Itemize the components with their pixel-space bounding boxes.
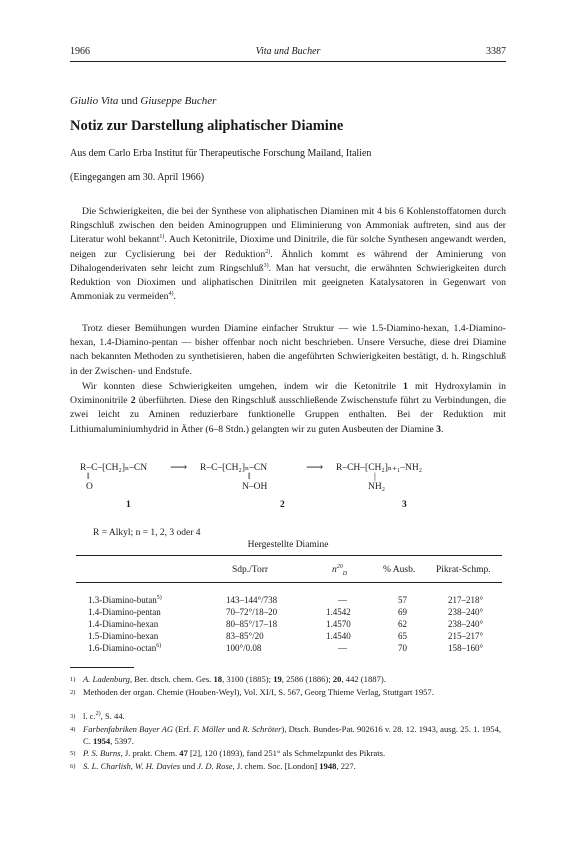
- footnote-fragment: Methoden der organ. Chemie (Houben-Weyl), Vol. XI/I, S. 567, Georg Thieme Verlag, Stuttgart 1957.: [83, 687, 434, 697]
- cell-pikrat: 217–218°: [448, 595, 484, 605]
- article-title: Notiz zur Darstellung aliphatischer Diamine: [70, 118, 344, 134]
- footnote-rule: [70, 667, 134, 668]
- p1-text-d: . Man hat versucht, die erwähnten Schwierigkeiten durch Reduktion von Dioximen und aliphatischen Dinitrilen mit geeigneten Katalysatoren in Gegenwart von Ammoniak zu vermeiden: [70, 262, 506, 303]
- table-row: [0, 619, 576, 631]
- cell-pikrat: 238–240°: [448, 619, 484, 629]
- footnote-fragment: S. L. Charlish, W. H. Davies: [83, 761, 181, 771]
- paragraph-3: [70, 380, 506, 437]
- compound-ref-2: 2: [130, 395, 136, 407]
- footnote-fragment: , 5397.: [110, 735, 134, 746]
- compound-ref-1: 1: [403, 381, 408, 392]
- nd-symbol: n: [332, 565, 337, 575]
- reaction-arrow-2: ⟶: [306, 460, 324, 474]
- ref-2: 2): [265, 248, 271, 255]
- table-row: [0, 595, 576, 607]
- footnote-text: [83, 724, 506, 747]
- footnote-fragment: [2], 120 (1893), fand 251° als Schmelzpunkt des Pikrats.: [187, 748, 386, 758]
- footnote: [70, 724, 506, 747]
- footnote-text: [83, 687, 506, 699]
- table-caption: Hergestellte Diamine: [247, 540, 329, 550]
- table-row: [0, 631, 576, 643]
- table-row: [0, 643, 576, 655]
- footnote: [70, 711, 506, 723]
- footnote: [70, 748, 506, 760]
- footnote-fragment: Farbenfabriken Bayer AG: [83, 724, 174, 734]
- col-header-yield: % Ausb.: [383, 565, 416, 575]
- compound-number-3: 3: [402, 500, 407, 510]
- header-rule: [70, 61, 506, 62]
- compound-3-formula: R–CH–[CH₂]ₙ₊₁–NH₂: [336, 463, 423, 473]
- p1-text-b: . Auch Ketonitrile, Dioxime und Dinitrile, die für solche Synthesen angewandt werden, neigen zur Cyclisierung bei der Reduktion: [70, 234, 506, 260]
- cell-yield: 65: [398, 631, 407, 641]
- reaction-arrow-1: ⟶: [170, 460, 188, 474]
- footnote-fragment: ), Dtsch. Bundes-Pat. 902616 v. 28. 12. 1943, ausg. 25. 1. 1954, C.: [83, 724, 502, 746]
- nd-line: D: [342, 570, 348, 577]
- p1-text-e: .: [173, 291, 176, 303]
- footnote-fragment: , 227.: [336, 761, 356, 771]
- footnote-fragment: , J. prakt. Chem.: [120, 748, 180, 758]
- p1-text-c: . Ähnlich kommt es während der Aminierung von Dihalogenderivaten sehr leicht zum Ringschluß: [70, 248, 506, 274]
- paragraph-1: [70, 205, 506, 304]
- footnote-number: 3): [70, 713, 76, 720]
- cell-nd: 1.4570: [326, 619, 351, 629]
- cell-compound: 1.6-Diamino-octan$^{6)}$: [88, 643, 162, 653]
- cell-yield: 70: [398, 643, 407, 653]
- cell-ref: 5): [156, 595, 162, 601]
- compound-number-1: 1: [126, 500, 131, 510]
- double-bond-1: ‖: [87, 472, 90, 482]
- table-header-rule: [76, 582, 502, 583]
- footnote-number: 4): [70, 726, 76, 733]
- p3-text-d: .: [441, 423, 444, 435]
- footnote-fragment: , S. 44.: [100, 711, 125, 721]
- paragraph-2: Trotz dieser Bemühungen wurden Diamine einfacher Struktur — wie 1.5-Diamino-hexan, 1.4-Diamino-hexan, 1.4-Diamino-pentan — bisher offenbar noch nicht beschrieben. Unsere Versuche, diese drei Diamine nach bekannten Methoden zu synthetisieren, haben die angeführten Schwierigkeiten bestätigt, d. h. Ringschluß in der Zwischen- und Endstufe.: [70, 323, 506, 377]
- ref-3: 3): [263, 262, 269, 269]
- table-top-rule: [76, 555, 502, 556]
- reaction-scheme: [80, 460, 520, 524]
- author-conjunction: und: [121, 95, 138, 107]
- p3-text-a: Wir konnten diese Schwierigkeiten umgehen, indem wir die Ketonitrile: [82, 381, 404, 392]
- compound-1-formula: R–C–[CH₂]ₙ–CN: [80, 463, 148, 473]
- oxime-group: N–OH: [242, 482, 268, 492]
- compound-ref-3: 3: [436, 423, 442, 435]
- cell-yield: 57: [398, 595, 407, 605]
- cell-pikrat: 215–217°: [448, 631, 484, 641]
- cell-pikrat: 238–240°: [448, 607, 484, 617]
- footnote-fragment: l. c.: [83, 711, 96, 721]
- footnote-number: 2): [70, 689, 76, 696]
- footnote-fragment: , 2586 (1886);: [281, 674, 333, 684]
- table-row: [0, 607, 576, 619]
- footnote-fragment: 1954: [93, 735, 111, 746]
- p1-text-a: Die Schwierigkeiten, die bei der Synthese von aliphatischen Diaminen mit 4 bis 6 Kohlenstoffatomen durch Ringschluß zwischen den beiden Aminogruppen und Eliminierung von Ammoniak auftreten, sind aus der Literatur wohl bekannt: [70, 206, 506, 246]
- nd-temp: 20: [336, 563, 343, 570]
- ref-4: 4): [168, 290, 174, 297]
- cell-compound: 1.3-Diamino-butan$^{5)}$: [88, 595, 162, 605]
- footnote-number: 1): [70, 676, 76, 683]
- cell-compound: 1.5-Diamino-hexan: [88, 631, 159, 641]
- institution: Aus dem Carlo Erba Institut für Therapeutische Forschung Mailand, Italien: [70, 148, 372, 159]
- cell-nd: 1.4542: [326, 607, 351, 617]
- footnote-fragment: (Erf.: [173, 724, 194, 734]
- cell-ref: 6): [156, 643, 162, 649]
- authors: [70, 95, 216, 107]
- footnote-fragment: , 442 (1887).: [341, 674, 386, 684]
- footnote-text: [83, 711, 506, 723]
- footnote: [70, 687, 506, 699]
- compound-number-2: 2: [280, 500, 285, 510]
- col-header-pikrat: Pikrat-Schmp.: [436, 565, 491, 575]
- cell-bp: 70–72°/18–20: [226, 607, 278, 617]
- cell-nd: —: [338, 643, 347, 653]
- cell-pikrat: 158–160°: [448, 643, 484, 653]
- header-running-title: Vita und Bucher: [255, 46, 321, 57]
- cell-bp: 83–85°/20: [226, 631, 264, 641]
- footnote-fragment: und: [225, 724, 243, 734]
- received-date: (Eingegangen am 30. April 1966): [70, 172, 205, 183]
- single-bond: |: [374, 472, 376, 482]
- col-header-bp: Sdp./Torr: [232, 565, 269, 575]
- p3-text-c: überführten. Diese den Ringschluß ausschließende Zwischenstufe führt zu Verbindungen, die zwei leicht zu Aminen reduzierbare funktionelle Gruppen enthalten. Bei der Reduktion mit Lithiumaluminiumhydrid in Äther (6–8 Stdn.) gelangten wir zu guten Ausbeuten der Diamine: [70, 395, 506, 435]
- cell-bp: 143–144°/738: [226, 595, 278, 605]
- footnote-text: [83, 748, 506, 760]
- cell-compound: 1.4-Diamino-hexan: [88, 619, 159, 629]
- footnote-fragment: J. D. Rose: [197, 761, 233, 771]
- footnote-fragment: A. Ladenburg: [83, 674, 130, 684]
- ref-1: 1): [159, 234, 165, 241]
- running-header: [70, 46, 506, 60]
- footnote-text: [83, 674, 506, 686]
- cell-nd: —: [338, 595, 347, 605]
- cell-bp: 100°/0.08: [226, 643, 262, 653]
- footnote: [70, 761, 506, 773]
- footnote-fragment: 20: [332, 674, 342, 684]
- footnote-fragment: und: [180, 761, 198, 771]
- page-number: 3387: [486, 46, 506, 57]
- cell-bp: 80–85°/17–18: [226, 619, 278, 629]
- header-year: 1966: [70, 46, 90, 57]
- footnote-number: 6): [70, 763, 76, 770]
- footnote-fragment: F. Möller: [193, 724, 226, 734]
- cell-yield: 62: [398, 619, 407, 629]
- footnote-fragment: , J. chem. Soc. [London]: [232, 761, 320, 771]
- footnote-text: [83, 761, 506, 773]
- footnote-fragment: , 3100 (1885);: [222, 674, 274, 684]
- cell-compound: 1.4-Diamino-pentan: [88, 607, 161, 617]
- p3-text-b: mit Hydroxylamin in Oximinonitrile: [70, 381, 506, 407]
- footnote-fragment: R. Schröter: [242, 724, 282, 734]
- double-bond-2: ‖: [248, 472, 251, 482]
- amine-group: NH₂: [368, 482, 386, 492]
- footnote-fragment: 47: [179, 748, 188, 758]
- footnote-fragment: , Ber. dtsch. chem. Ges.: [129, 674, 214, 684]
- author-2: Giuseppe Bucher: [140, 95, 217, 107]
- footnote-fragment: 19: [273, 674, 282, 684]
- footnote-fragment: 18: [213, 674, 223, 684]
- footnote-fragment: 2): [95, 711, 101, 718]
- substituent-definition: R = Alkyl; n = 1, 2, 3 oder 4: [93, 528, 201, 538]
- col-header-refractive-index: [332, 565, 347, 577]
- oxygen-label: O: [86, 482, 93, 492]
- compound-2-formula: R–C–[CH₂]ₙ–CN: [200, 463, 268, 473]
- cell-yield: 69: [398, 607, 407, 617]
- footnote-fragment: 1948: [319, 761, 337, 771]
- footnote-fragment: P. S. Burns: [83, 748, 121, 758]
- cell-nd: 1.4540: [326, 631, 351, 641]
- footnote: [70, 674, 506, 686]
- footnote-number: 5): [70, 750, 76, 757]
- author-1: Giulio Vita: [70, 95, 119, 107]
